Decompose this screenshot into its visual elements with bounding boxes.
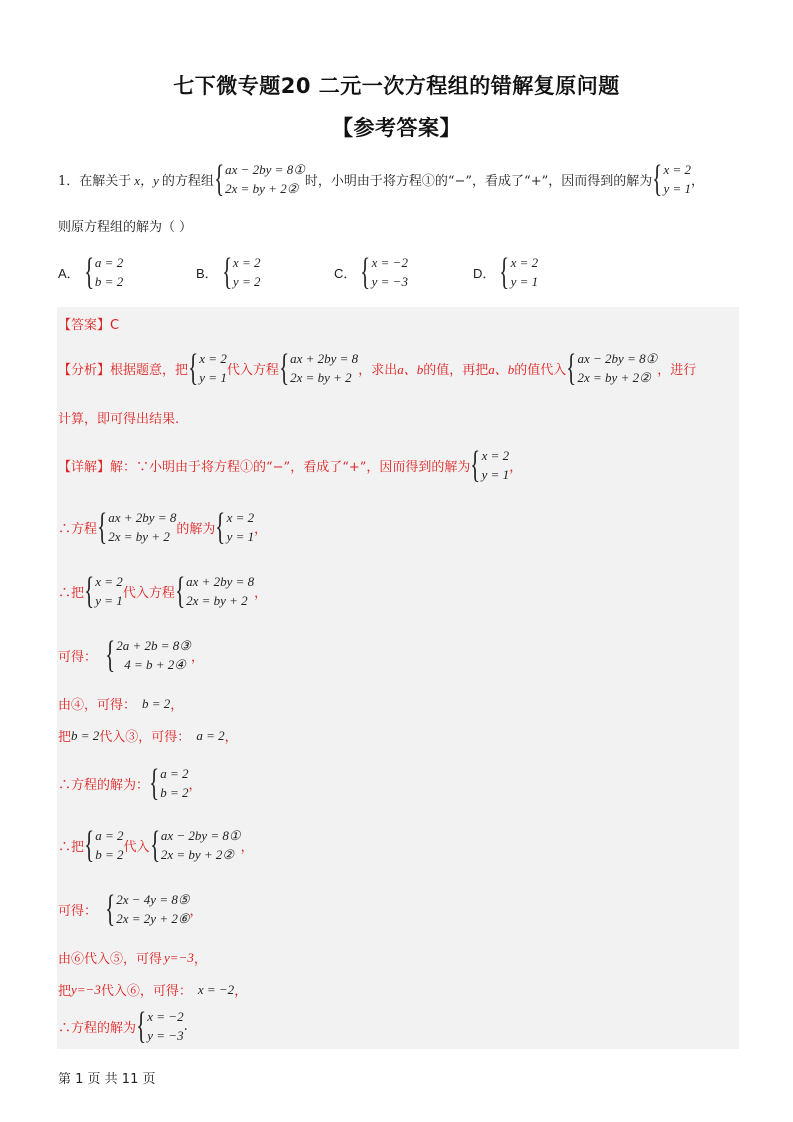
brace-icon: { (149, 762, 160, 804)
question-wrong-solution: { x = 2 y = 1 (652, 158, 692, 200)
brace-icon: { (360, 251, 371, 293)
brace-icon: { (215, 506, 226, 548)
option-b[interactable]: B． { x = 2 y = 2 (196, 251, 261, 293)
step-3: 可得： { 2a + 2b = 8③ 4 = b + 2④ ， (58, 634, 204, 676)
question-system: { ax − 2by = 8① 2x = by + 2② (213, 158, 305, 200)
page-subtitle: 【参考答案】 (332, 116, 461, 140)
question-text-2: 的方程组 (161, 173, 214, 189)
question-text-1: 在解关于 (79, 173, 132, 189)
question-vars: x，y (134, 172, 159, 188)
step-8: 可得： { 2x − 4y = 8⑤ 2x = 2y + 2⑥ ， (58, 888, 203, 930)
answer-label: 【答案】C (58, 318, 120, 333)
brace-icon: { (83, 251, 94, 293)
question-line-2: 则原方程组的解为（ ） (58, 220, 193, 235)
step-9: 由⑥代入⑤，可得 y=−3 ， (58, 949, 207, 967)
brace-icon: { (278, 347, 289, 389)
option-a[interactable]: A． { a = 2 b = 2 (58, 251, 124, 293)
page-title: 七下微专题20 二元一次方程组的错解复原问题 (173, 74, 620, 98)
option-c[interactable]: C． { x = −2 y = −3 (334, 251, 408, 293)
brace-icon: { (566, 347, 577, 389)
brace-icon: { (136, 1005, 147, 1047)
brace-icon: { (84, 570, 95, 612)
brace-icon: { (105, 634, 116, 676)
detail-line-1: 【详解】 解：∵小明由于将方程①的“−”，看成了“+”，因而得到的解为 { x = 2 y = 1 ， (58, 444, 523, 486)
step-6: ∴方程的解为： { a = 2 b = 2 ， (58, 762, 202, 804)
question-line-1: 1． 在解关于 x，y 的方程组 { ax − 2by = 8① 2x = by + 2② 时，小明由于将方程①的“−”，看成了“+”，因而得到的解为 { x = 2 y = 1 ， (58, 158, 705, 200)
brace-icon: { (97, 506, 108, 548)
brace-icon: { (174, 570, 185, 612)
brace-icon: { (84, 824, 95, 866)
step-11: ∴方程的解为 { x = −2 y = −3 . (58, 1005, 188, 1047)
brace-icon: { (213, 158, 225, 200)
question-text-3: 时，小明由于将方程①的“−”，看成了“+”，因而得到的解为 (304, 173, 653, 189)
step-4: 由④，可得： b = 2 ， (58, 695, 184, 713)
option-d[interactable]: D． { x = 2 y = 1 (473, 251, 539, 293)
brace-icon: { (149, 824, 160, 866)
brace-icon: { (105, 888, 116, 930)
step-7: ∴把 { a = 2 b = 2 代入 { ax − 2by = 8① 2x = by + 2② ， (58, 824, 254, 866)
analysis-line-2: 计算，即可得出结果. (58, 412, 180, 427)
brace-icon: { (652, 158, 663, 200)
step-2: ∴把 { x = 2 y = 1 代入方程 { ax + 2by = 8 2x = by + 2 ， (58, 570, 268, 612)
brace-icon: { (221, 251, 232, 293)
brace-icon: { (499, 251, 510, 293)
page-footer: 第 1 页 共 11 页 (58, 1072, 156, 1087)
step-10: 把 y=−3 代入⑥，可得： x = −2 ， (58, 981, 248, 999)
step-1: ∴方程 { ax + 2by = 8 2x = by + 2 的解为 { x = 2 y = 1 ， (58, 506, 268, 548)
analysis-line-1: 【分析】 根据题意，把 { x = 2 y = 1 代入方程 { ax + 2by = 8 2x = by + 2 ，求出 a、b 的值，再把 a、b 的值代入 { ax − 2by = 8① 2x = by + 2② ，进行 (58, 347, 697, 389)
brace-icon: { (188, 347, 199, 389)
step-5: 把 b = 2 代入③，可得： a = 2 ， (58, 727, 238, 745)
brace-icon: { (470, 444, 481, 486)
question-number: 1． (58, 173, 80, 189)
